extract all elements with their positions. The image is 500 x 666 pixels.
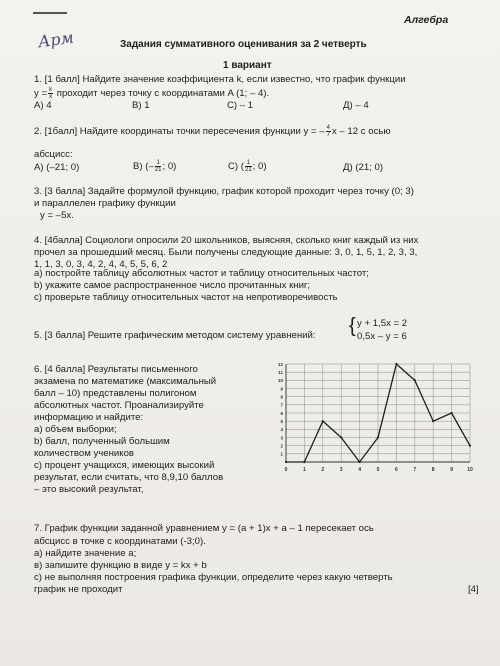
- q2-answer-c: C) ( $\frac{1}{21}$ ; 0): [228, 160, 267, 173]
- q7-item-c: с) не выполняя построения графика функции, определите через какую четверть: [34, 572, 393, 583]
- q5-brace: {: [349, 315, 356, 337]
- y-tick-label: 3: [280, 435, 283, 441]
- q7-item-a: а) найдите значение а;: [34, 548, 137, 559]
- q6-line-10: результат, если считать, что 8,9,10 баллов: [34, 472, 224, 483]
- page-title: Задания суммативного оценивания за 2 четверть: [120, 39, 367, 50]
- q2-answer-b: B) (– $\frac{1}{21}$ ; 0): [133, 160, 177, 173]
- data-point: [432, 420, 434, 422]
- x-tick-label: 6: [395, 467, 398, 473]
- y-tick-label: 1: [280, 451, 283, 457]
- q3-text-line3: y = –5x.: [40, 210, 74, 221]
- x-tick-label: 1: [303, 467, 306, 473]
- q6-line-2: экзамена по математике (максимальный: [34, 376, 217, 387]
- data-point: [469, 445, 471, 447]
- q1-answer-c: C) – 1: [227, 100, 254, 111]
- data-point: [359, 461, 361, 463]
- q2-fraction: $\frac{4}{7}$: [326, 125, 330, 138]
- q1-fraction: $\frac{k}{x}$: [49, 87, 53, 100]
- y-tick-label: 9: [280, 386, 283, 392]
- q7-text-line1: 7. График функции заданной уравнением y = (a + 1)x + a – 1 пересекает ось: [34, 523, 374, 534]
- q6-line-9: с) процент учащихся, имеющих высокий: [34, 460, 215, 471]
- q6-line-6: а) объем выборки;: [34, 424, 117, 435]
- y-tick-label: 2: [280, 443, 283, 449]
- y-tick-label: 8: [280, 394, 283, 400]
- x-tick-label: 10: [467, 467, 473, 473]
- x-tick-label: 0: [284, 467, 288, 473]
- x-tick-label: 5: [376, 467, 380, 473]
- y-tick-label: 5: [280, 418, 283, 424]
- q1-answer-d: Д) – 4: [343, 100, 369, 111]
- x-tick-label: 8: [431, 467, 435, 473]
- q4-item-b: b) укажите самое распространенное число прочитанных книг;: [34, 280, 311, 291]
- q3-text-line2: и параллелен графику функции: [34, 198, 176, 209]
- q4-text-line2: прочел за прошедший месяц. Были получены следующие данные: 3, 0, 1, 5, 1, 2, 3, 3,: [34, 247, 418, 258]
- q6-line-4: абсолютных частот. Проанализируйте: [34, 400, 204, 411]
- x-tick-label: 7: [413, 467, 417, 473]
- top-rule: [33, 12, 67, 14]
- data-point: [303, 461, 305, 463]
- q6-line-3: балл – 10) представлены полигоном: [34, 388, 197, 399]
- data-point: [395, 363, 397, 365]
- q5-text: 5. [3 балла] Решите графическим методом систему уравнений:: [34, 330, 316, 341]
- frequency-polygon-chart: [274, 358, 484, 474]
- y-tick-label: 10: [277, 378, 283, 384]
- q7-item-b: в) запишите функцию в виде y = kx + b: [34, 560, 207, 571]
- x-tick-label: 4: [358, 467, 361, 473]
- q6-line-7: b) балл, полученный большим: [34, 436, 170, 447]
- variant-label: 1 вариант: [223, 60, 272, 71]
- x-tick-label: 3: [339, 467, 343, 473]
- subject-label: Алгебра: [404, 14, 449, 26]
- q6-line-8: количеством учеников: [34, 448, 135, 459]
- data-point: [414, 379, 416, 381]
- y-tick-label: 7: [280, 402, 283, 408]
- q4-text-line3: 1, 1, 3, 0, 3, 4, 2, 4, 4, 5, 5, 6, 2: [34, 259, 168, 270]
- handwritten-note: Арм: [36, 27, 75, 52]
- q1-text-line2: y = $\frac{k}{x}$ проходит через точку с координатами A (1; – 4).: [34, 87, 270, 100]
- q2-text-line2: абсцисс:: [34, 149, 73, 160]
- data-point: [377, 436, 379, 438]
- q5-equation-1: y + 1,5x = 2: [357, 318, 408, 329]
- q4-item-a: а) постройте таблицу абсолютных частот и таблицу относительных частот;: [34, 268, 369, 279]
- x-tick-label: 2: [321, 467, 325, 473]
- data-point: [451, 412, 453, 414]
- q4-item-c: с) проверьте таблицу относительных частот на непротиворечивость: [34, 292, 338, 303]
- q4-text-line1: 4. [4балла] Социологи опросили 20 школьников, выясняя, сколько книг каждый из них: [34, 235, 419, 246]
- q6-line-1: 6. [4 балла] Результаты письменного: [34, 364, 198, 375]
- q2-answer-d: Д) (21; 0): [343, 162, 384, 173]
- q7-score: [4]: [468, 584, 479, 595]
- y-tick-label: 4: [280, 427, 283, 433]
- q3-text-line1: 3. [3 балла] Задайте формулой функцию, график которой проходит через точку (0; 3): [34, 186, 414, 197]
- q5-equation-2: 0,5x – y = 6: [357, 331, 407, 342]
- data-point: [322, 420, 324, 422]
- y-tick-label: 11: [278, 369, 283, 375]
- q6-line-11: – это высокий результат,: [34, 484, 144, 495]
- y-tick-label: 6: [280, 410, 283, 416]
- x-tick-label: 9: [450, 467, 453, 473]
- data-point: [340, 436, 342, 438]
- data-point: [285, 461, 287, 463]
- q2-text-line1: 2. [1балл] Найдите координаты точки пересечения функции y = – $\frac{4}{7}$ x – 12 с осью: [34, 125, 391, 138]
- q1-text-line1: 1. [1 балл] Найдите значение коэффициента k, если известно, что график функции: [34, 74, 406, 85]
- q1-answer-b: B) 1: [132, 100, 150, 111]
- q1-answer-a: A) 4: [34, 100, 52, 111]
- q6-line-5: информацию и найдите:: [34, 412, 144, 423]
- q7-item-d: график не проходит: [34, 584, 123, 595]
- y-tick-label: 12: [277, 361, 283, 367]
- q2-answer-a: A) (–21; 0): [34, 162, 80, 173]
- q7-text-line2: абсцисс в точке с координатами (-3;0).: [34, 536, 206, 547]
